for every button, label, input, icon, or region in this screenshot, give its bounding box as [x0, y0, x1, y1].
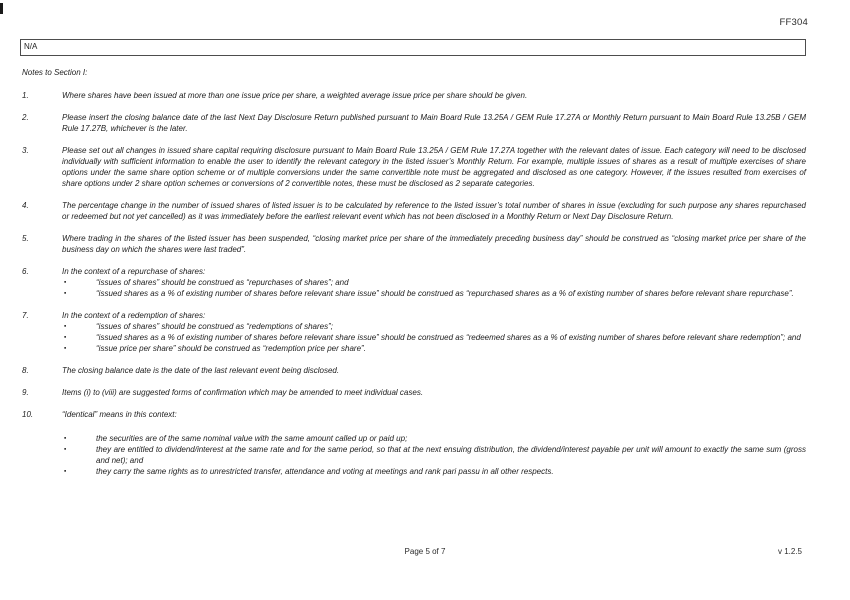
- note-item: [22, 200, 806, 222]
- bullet-text: “issued shares as a % of existing number of shares before relevant share issue” should be construed as “redeemed shares as a % of existing number of shares before relevant share redemption”; and: [96, 333, 801, 342]
- note-text: Where shares have been issued at more than one issue price per share, a weighted average issue price per share should be given.: [62, 91, 528, 100]
- note-text: The closing balance date is the date of the last relevant event being disclosed.: [62, 366, 340, 375]
- bullet-text: “issues of shares” should be construed as “redemptions of shares”;: [96, 322, 334, 331]
- note-item: [22, 266, 806, 299]
- note-item: [22, 145, 806, 189]
- note-body: [62, 387, 806, 398]
- notes-list: [22, 90, 806, 477]
- note-number: 4.: [22, 201, 29, 210]
- note-text: The percentage change in the number of issued shares of listed issuer is to be calculated by reference to the listed issuer’s total number of shares in issue (excluding for such purpose any shares repurchased or redeemed but not yet cancelled) as it was immediately before the earliest relevant event which has not been disclosed in a Monthly Return or Next Day Disclosure Return.: [62, 201, 806, 221]
- note-item: [22, 365, 806, 376]
- bullet-list: [62, 277, 806, 299]
- notes-section: [22, 67, 806, 488]
- note-item: [22, 387, 806, 398]
- bullet-marker-icon: ▪: [64, 279, 67, 286]
- bullet-marker-icon: ▪: [64, 446, 67, 453]
- note-number: 8.: [22, 366, 29, 375]
- bullet-item: [62, 321, 806, 332]
- bullet-item: [62, 332, 806, 343]
- form-code-label: FF304: [779, 17, 808, 28]
- bullet-marker-icon: ▪: [64, 468, 67, 475]
- section-heading: Notes to Section I:: [22, 68, 88, 77]
- bullet-item: [62, 288, 806, 299]
- note-text: “Identical” means in this context:: [62, 410, 177, 419]
- bullet-marker-icon: ▪: [64, 334, 67, 341]
- bullet-text: “issue price per share” should be construed as “redemption price per share”.: [96, 344, 366, 353]
- bullet-item: [62, 343, 806, 354]
- bullet-marker-icon: ▪: [64, 345, 67, 352]
- bullet-marker-icon: ▪: [64, 290, 67, 297]
- na-field[interactable]: [20, 39, 806, 56]
- bullet-marker-icon: ▪: [64, 435, 67, 442]
- note-body: [62, 310, 806, 354]
- note-body: [62, 409, 806, 477]
- bullet-text: “issues of shares” should be construed as “repurchases of shares”; and: [96, 278, 349, 287]
- bullet-list: [62, 321, 806, 354]
- bullet-marker-icon: ▪: [64, 323, 67, 330]
- na-field-value: N/A: [24, 42, 38, 51]
- note-body: [62, 233, 806, 255]
- page-corner-mark: [0, 3, 3, 14]
- note-item: [22, 90, 806, 101]
- note-body: [62, 90, 806, 101]
- note-text: Items (i) to (viii) are suggested forms of confirmation which may be amended to meet individual cases.: [62, 388, 424, 397]
- bullet-text: they carry the same rights as to unrestricted transfer, attendance and voting at meetings and rank pari passu in all other respects.: [96, 467, 554, 476]
- version-label: v 1.2.5: [777, 547, 802, 556]
- bullet-text: the securities are of the same nominal value with the same amount called up or paid up;: [96, 434, 408, 443]
- note-number: 10.: [22, 410, 34, 419]
- note-number: 3.: [22, 146, 29, 155]
- note-number: 1.: [22, 91, 29, 100]
- note-item: [22, 310, 806, 354]
- bullet-text: “issued shares as a % of existing number of shares before relevant share issue” should be construed as “repurchased shares as a % of existing number of shares before relevant share repurchase”.: [96, 289, 794, 298]
- note-number: 7.: [22, 311, 29, 320]
- bullet-item: [62, 444, 806, 466]
- note-text: In the context of a redemption of shares:: [62, 311, 206, 320]
- bullet-item: [62, 277, 806, 288]
- note-item: [22, 233, 806, 255]
- note-body: [62, 266, 806, 299]
- note-text: In the context of a repurchase of shares:: [62, 267, 206, 276]
- note-item: [22, 409, 806, 477]
- note-body: [62, 365, 806, 376]
- note-number: 2.: [22, 113, 29, 122]
- note-number: 9.: [22, 388, 29, 397]
- note-number: 6.: [22, 267, 29, 276]
- note-number: 5.: [22, 234, 29, 243]
- note-text: Where trading in the shares of the listed issuer has been suspended, “closing market price per share of the immediately preceding business day” should be construed as “closing market price per share of the business day on which the shares were last traded”.: [62, 234, 806, 254]
- page-number: Page 5 of 7: [404, 547, 446, 556]
- note-body: [62, 200, 806, 222]
- note-text: Please set out all changes in issued share capital requiring disclosure pursuant to Main Board Rule 13.25A / GEM Rule 17.27A together with the relevant dates of issue. Each category will need to be disclosed individually with sufficient information to enable the user to identify the relevant category in the listed issuer’s Monthly Return. For example, multiple issues of shares as a result of multiple exercises of share options under the same share option scheme or of multiple conversions under the same convertible note must be aggregated and disclosed as one category. However, if the issues resulted from exercises of share options under 2 share option schemes or conversions of 2 convertible notes, these must be disclosed as 2 separate categories.: [62, 146, 806, 188]
- note-text: Please insert the closing balance date of the last Next Day Disclosure Return published pursuant to Main Board Rule 13.25A / GEM Rule 17.27A or Monthly Return pursuant to Main Board Rule 13.25B / GEM Rule 17.27B, whichever is the later.: [62, 113, 806, 133]
- bullet-list: [62, 433, 806, 477]
- note-body: [62, 145, 806, 189]
- bullet-text: they are entitled to dividend/interest at the same rate and for the same period, so that at the next ensuing distribution, the dividend/interest payable per unit will amount to exactly the same sum (gross and net); and: [96, 445, 806, 465]
- bullet-item: [62, 433, 806, 444]
- note-item: [22, 112, 806, 134]
- bullet-item: [62, 466, 806, 477]
- note-body: [62, 112, 806, 134]
